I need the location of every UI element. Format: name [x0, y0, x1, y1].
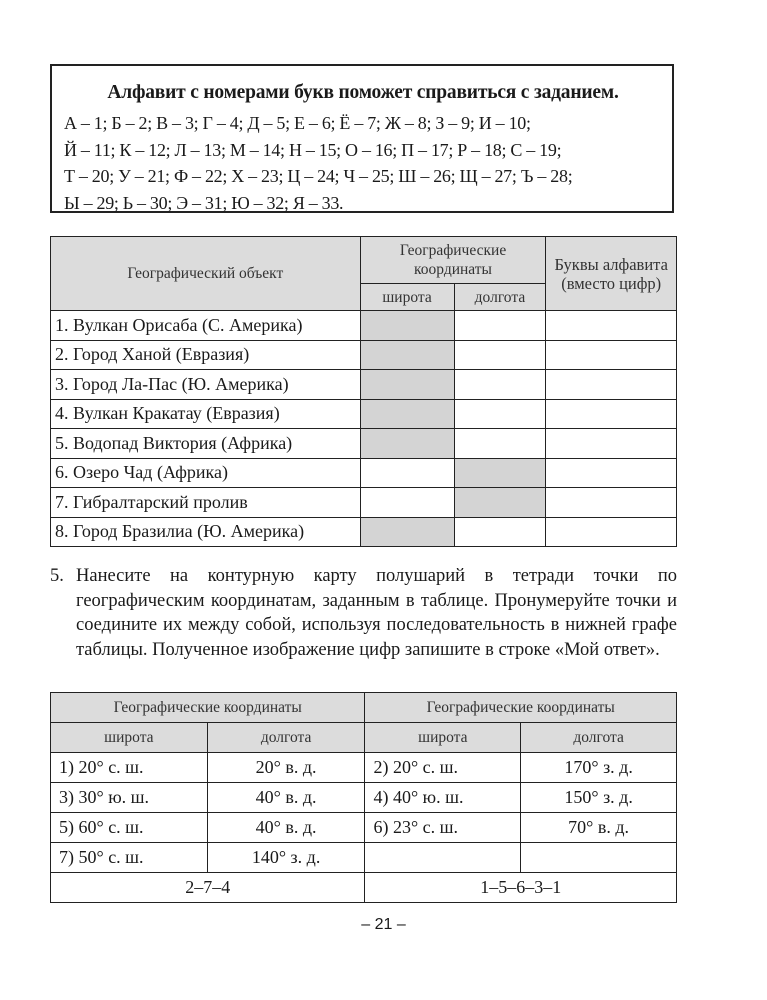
- header-lat-left: широта: [51, 723, 208, 753]
- header-coords-right: Географические координаты: [365, 693, 677, 723]
- object-name: 4. Вулкан Кракатау (Евразия): [51, 399, 361, 429]
- alphabet-box: [50, 64, 674, 213]
- header-longitude: долгота: [454, 284, 546, 311]
- table-row: [51, 429, 677, 459]
- table-row: [51, 488, 677, 518]
- header-lon-right: долгота: [521, 723, 677, 753]
- table-row: [51, 843, 677, 873]
- letters-cell[interactable]: [546, 340, 677, 370]
- point-longitude: 40° в. д.: [207, 813, 365, 843]
- letters-cell[interactable]: [546, 488, 677, 518]
- point-latitude: 2) 20° с. ш.: [365, 753, 521, 783]
- point-longitude: 170° з. д.: [521, 753, 677, 783]
- object-name: 5. Водопад Виктория (Африка): [51, 429, 361, 459]
- latitude-cell[interactable]: [360, 399, 454, 429]
- table-row: [51, 458, 677, 488]
- header-letters: Буквы алфавита (вместо цифр): [546, 237, 677, 311]
- table-row: [51, 399, 677, 429]
- task-text: Нанесите на контурную карту полушарий в тетради точки по географическим координатам, заданным в таблице. Пронумеруйте точки и соедините их между собой, используя последовательность в нижней графе таблицы. Полученное изображение цифр запишите в строке «Мой ответ».: [76, 566, 677, 660]
- longitude-cell[interactable]: [454, 370, 546, 400]
- latitude-cell[interactable]: [360, 429, 454, 459]
- table-row: [51, 517, 677, 547]
- latitude-cell[interactable]: [360, 517, 454, 547]
- object-name: 2. Город Ханой (Евразия): [51, 340, 361, 370]
- latitude-cell[interactable]: [360, 311, 454, 341]
- letters-cell[interactable]: [546, 399, 677, 429]
- geo-objects-table: [50, 236, 677, 547]
- latitude-cell[interactable]: [360, 340, 454, 370]
- alphabet-line: А – 1; Б – 2; В – 3; Г – 4; Д – 5; Е – 6; Ё – 7; Ж – 8; З – 9; И – 10;: [64, 113, 531, 133]
- latitude-cell[interactable]: [360, 458, 454, 488]
- longitude-cell[interactable]: [454, 340, 546, 370]
- letters-cell[interactable]: [546, 429, 677, 459]
- table-row: [51, 311, 677, 341]
- sequence-left: 2–7–4: [51, 873, 365, 903]
- latitude-cell[interactable]: [360, 488, 454, 518]
- letters-cell[interactable]: [546, 517, 677, 547]
- point-latitude: 3) 30° ю. ш.: [51, 783, 208, 813]
- table-row: [51, 753, 677, 783]
- point-latitude: 7) 50° с. ш.: [51, 843, 208, 873]
- header-lon-left: долгота: [207, 723, 365, 753]
- header-coords: Географические координаты: [360, 237, 546, 284]
- sequence-right: 1–5–6–3–1: [365, 873, 677, 903]
- point-latitude: 1) 20° с. ш.: [51, 753, 208, 783]
- object-name: 3. Город Ла-Пас (Ю. Америка): [51, 370, 361, 400]
- alphabet-line: Ы – 29; Ь – 30; Э – 31; Ю – 32; Я – 33.: [64, 192, 344, 213]
- table-row: [51, 813, 677, 843]
- point-latitude: 6) 23° с. ш.: [365, 813, 521, 843]
- point-longitude: 70° в. д.: [521, 813, 677, 843]
- longitude-cell[interactable]: [454, 429, 546, 459]
- alphabet-line: Й – 11; К – 12; Л – 13; М – 14; Н – 15; О – 16; П – 17; Р – 18; С – 19;: [64, 139, 562, 160]
- object-name: 1. Вулкан Орисаба (С. Америка): [51, 311, 361, 341]
- alphabet-line: Т – 20; У – 21; Ф – 22; Х – 23; Ц – 24; Ч – 25; Ш – 26; Щ – 27; Ъ – 28;: [64, 166, 573, 186]
- alphabet-title: Алфавит с номерами букв поможет справиться с заданием.: [107, 82, 619, 103]
- table-row: [51, 370, 677, 400]
- header-lat-right: широта: [365, 723, 521, 753]
- letters-cell[interactable]: [546, 458, 677, 488]
- point-longitude: 140° з. д.: [207, 843, 365, 873]
- coordinates-table: [50, 692, 677, 903]
- point-longitude: 20° в. д.: [207, 753, 365, 783]
- table-row: [51, 783, 677, 813]
- letters-cell[interactable]: [546, 311, 677, 341]
- header-latitude: широта: [360, 284, 454, 311]
- point-latitude: [365, 843, 521, 873]
- point-longitude: [521, 843, 677, 873]
- header-coords-left: Географические координаты: [51, 693, 365, 723]
- object-name: 6. Озеро Чад (Африка): [51, 458, 361, 488]
- header-object: Географический объект: [51, 237, 361, 311]
- latitude-cell[interactable]: [360, 370, 454, 400]
- point-longitude: 150° з. д.: [521, 783, 677, 813]
- table-row: [51, 340, 677, 370]
- point-longitude: 40° в. д.: [207, 783, 365, 813]
- task-5: [50, 564, 677, 662]
- task-number: 5.: [50, 566, 64, 586]
- letters-cell[interactable]: [546, 370, 677, 400]
- object-name: 8. Город Бразилиа (Ю. Америка): [51, 517, 361, 547]
- point-latitude: 5) 60° с. ш.: [51, 813, 208, 843]
- longitude-cell[interactable]: [454, 311, 546, 341]
- page-number: – 21 –: [361, 916, 406, 933]
- longitude-cell[interactable]: [454, 488, 546, 518]
- longitude-cell[interactable]: [454, 517, 546, 547]
- point-latitude: 4) 40° ю. ш.: [365, 783, 521, 813]
- longitude-cell[interactable]: [454, 399, 546, 429]
- object-name: 7. Гибралтарский пролив: [51, 488, 361, 518]
- longitude-cell[interactable]: [454, 458, 546, 488]
